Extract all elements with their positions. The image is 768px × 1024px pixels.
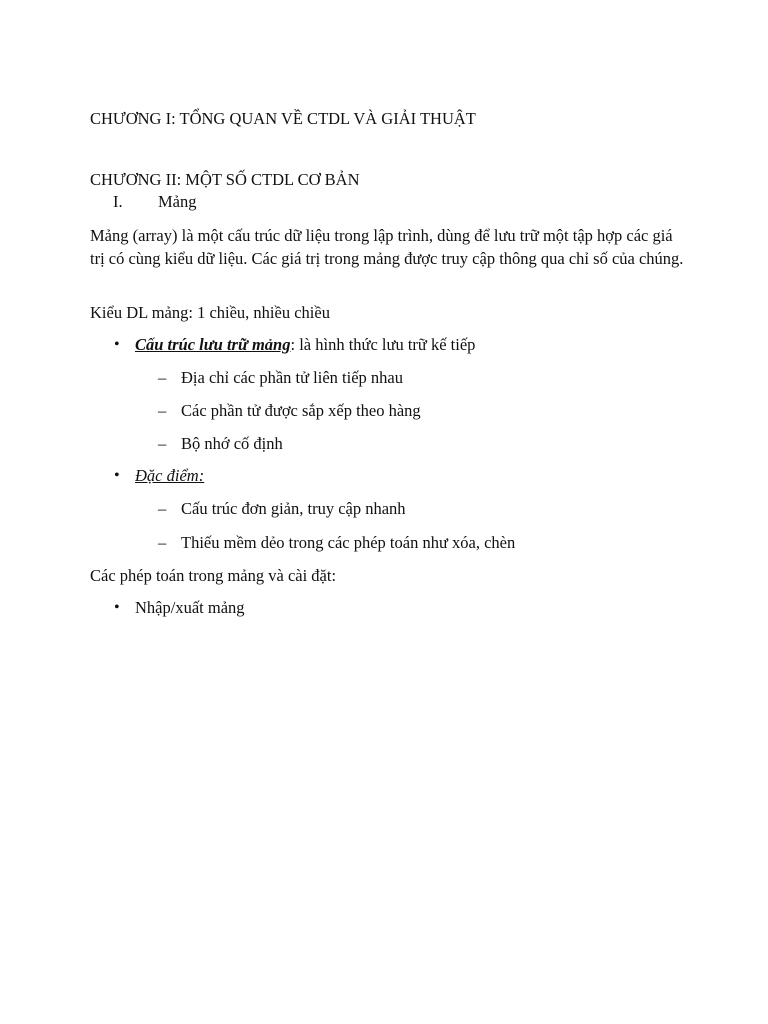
intro-paragraph: Mảng (array) là một cấu trúc dữ liệu trong lập trình, dùng để lưu trữ một tập hợp các giá trị có cùng kiểu dữ liệu. Các giá trị trong mảng được truy cập thông qua chỉ số của chúng. xyxy=(90,226,684,268)
array-types-line: Kiểu DL mảng: 1 chiều, nhiều chiều xyxy=(90,303,330,322)
bullet-marker: • xyxy=(114,467,120,484)
dash-marker: – xyxy=(158,533,167,552)
bullet-marker: • xyxy=(114,336,120,353)
section-title: Mảng xyxy=(158,192,197,211)
dash-marker: – xyxy=(158,368,167,387)
bullet-rest: : là hình thức lưu trữ kế tiếp xyxy=(290,335,476,354)
bullet-term: Cấu trúc lưu trữ mảng xyxy=(135,335,291,354)
sub-item: Địa chỉ các phần tử liên tiếp nhau xyxy=(181,368,403,387)
bullet-storage-structure xyxy=(135,334,475,356)
bullet-marker: • xyxy=(114,599,120,616)
section-number: I. xyxy=(113,192,123,211)
sub-item: Các phần tử được sắp xếp theo hàng xyxy=(181,401,421,420)
chapter-2-heading: CHƯƠNG II: MỘT SỐ CTDL CƠ BẢN xyxy=(90,170,360,189)
chapter-1-heading: CHƯƠNG I: TỔNG QUAN VỀ CTDL VÀ GIẢI THUẬT xyxy=(90,109,476,128)
operations-line: Các phép toán trong mảng và cài đặt: xyxy=(90,566,337,585)
dash-marker: – xyxy=(158,401,167,420)
sub-item: Bộ nhớ cố định xyxy=(181,434,283,453)
dash-marker: – xyxy=(158,499,167,518)
bullet-term: Đặc điểm: xyxy=(135,466,205,485)
bullet-characteristics xyxy=(135,465,204,487)
sub-item: Cấu trúc đơn giản, truy cập nhanh xyxy=(181,499,406,518)
operations-bullet-item: Nhập/xuất mảng xyxy=(135,598,245,617)
dash-marker: – xyxy=(158,434,167,453)
sub-item: Thiếu mềm dẻo trong các phép toán như xóa, chèn xyxy=(181,533,516,552)
